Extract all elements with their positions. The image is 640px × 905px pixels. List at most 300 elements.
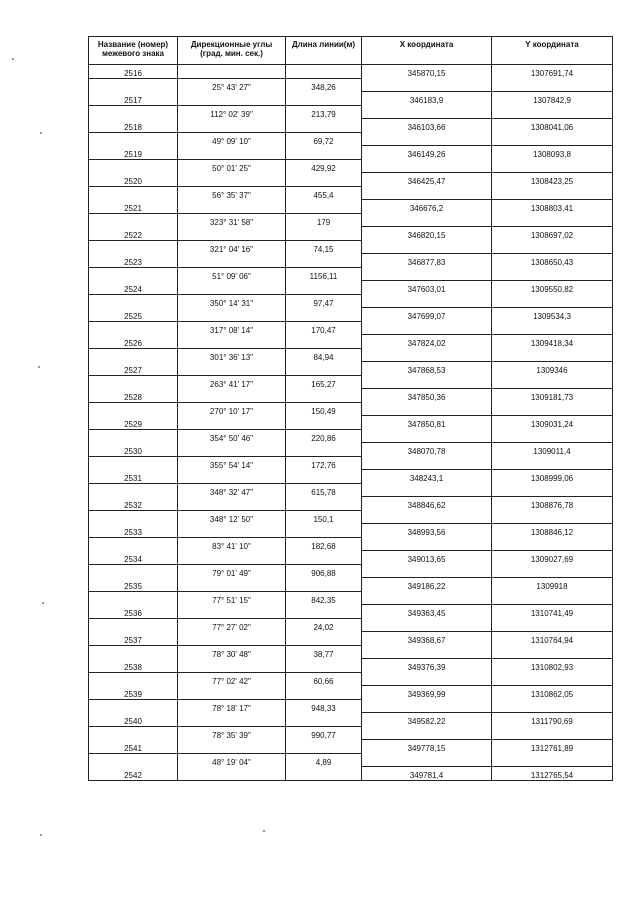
scan-speck: [38, 366, 40, 368]
empty-cell: [362, 672, 492, 686]
table-row: [89, 308, 613, 322]
empty-cell: [89, 483, 178, 497]
direction-angle-cell: 112° 02' 39": [178, 105, 286, 119]
mark-name-cell: 2525: [89, 308, 178, 322]
mark-name-cell: 2542: [89, 767, 178, 781]
empty-cell: [492, 375, 613, 389]
y-coordinate-cell: 1309550,82: [492, 281, 613, 295]
direction-angle-cell: 79° 01' 49": [178, 564, 286, 578]
empty-cell: [89, 294, 178, 308]
empty-cell: [286, 65, 362, 79]
empty-cell: [362, 159, 492, 173]
line-length-cell: 4,89: [286, 753, 362, 767]
x-coordinate-cell: 347699,07: [362, 308, 492, 322]
empty-cell: [286, 362, 362, 376]
mark-name-cell: 2527: [89, 362, 178, 376]
empty-cell: [362, 78, 492, 92]
x-coordinate-cell: 349781,4: [362, 767, 492, 781]
mark-name-cell: 2533: [89, 524, 178, 538]
direction-angle-cell: 348° 12' 50": [178, 510, 286, 524]
empty-cell: [178, 389, 286, 403]
line-length-cell: 24,02: [286, 618, 362, 632]
x-coordinate-cell: 347603,01: [362, 281, 492, 295]
empty-cell: [362, 402, 492, 416]
y-coordinate-cell: 1310741,49: [492, 605, 613, 619]
empty-cell: [89, 402, 178, 416]
empty-cell: [178, 551, 286, 565]
table-row: [89, 524, 613, 538]
table-row: [89, 497, 613, 511]
table-row: [89, 456, 613, 470]
y-coordinate-cell: 1308423,25: [492, 173, 613, 187]
line-length-cell: 182,68: [286, 537, 362, 551]
table-row: [89, 618, 613, 632]
empty-cell: [492, 267, 613, 281]
empty-cell: [286, 497, 362, 511]
mark-name-cell: 2531: [89, 470, 178, 484]
empty-cell: [492, 105, 613, 119]
x-coordinate-cell: 346103,66: [362, 119, 492, 133]
mark-name-cell: 2539: [89, 686, 178, 700]
empty-cell: [362, 726, 492, 740]
mark-name-cell: 2541: [89, 740, 178, 754]
direction-angle-cell: 78° 18' 17": [178, 699, 286, 713]
line-length-cell: 150,49: [286, 402, 362, 416]
direction-angle-cell: 354° 50' 46": [178, 429, 286, 443]
x-coordinate-cell: 349582,22: [362, 713, 492, 727]
y-coordinate-cell: 1308697,02: [492, 227, 613, 241]
line-length-cell: 69,72: [286, 132, 362, 146]
table-row: [89, 416, 613, 430]
empty-cell: [89, 375, 178, 389]
empty-cell: [89, 699, 178, 713]
table-row: [89, 173, 613, 187]
table-row: [89, 146, 613, 160]
direction-angle-cell: 355° 54' 14": [178, 456, 286, 470]
empty-cell: [286, 92, 362, 106]
table-row: [89, 254, 613, 268]
x-coordinate-cell: 347850,81: [362, 416, 492, 430]
line-length-cell: 38,77: [286, 645, 362, 659]
empty-cell: [362, 267, 492, 281]
empty-cell: [89, 591, 178, 605]
table-row: [89, 713, 613, 727]
empty-cell: [286, 551, 362, 565]
direction-angle-cell: 48° 19' 04": [178, 753, 286, 767]
empty-cell: [178, 254, 286, 268]
y-coordinate-cell: 1308650,43: [492, 254, 613, 268]
table-row: [89, 267, 613, 281]
mark-name-cell: 2523: [89, 254, 178, 268]
empty-cell: [286, 308, 362, 322]
y-coordinate-cell: 1309918: [492, 578, 613, 592]
table-row: [89, 659, 613, 673]
mark-name-cell: 2540: [89, 713, 178, 727]
x-coordinate-cell: 349186,22: [362, 578, 492, 592]
table-row: [89, 632, 613, 646]
table-row: [89, 335, 613, 349]
line-length-cell: 220,86: [286, 429, 362, 443]
y-coordinate-cell: 1309027,69: [492, 551, 613, 565]
empty-cell: [178, 119, 286, 133]
empty-cell: [286, 713, 362, 727]
empty-cell: [492, 753, 613, 767]
empty-cell: [492, 699, 613, 713]
empty-cell: [89, 159, 178, 173]
mark-name-cell: 2519: [89, 146, 178, 160]
table-body: [89, 65, 613, 781]
table-row: [89, 389, 613, 403]
mark-name-cell: 2524: [89, 281, 178, 295]
empty-cell: [178, 740, 286, 754]
y-coordinate-cell: 1308999,06: [492, 470, 613, 484]
x-coordinate-cell: 346183,9: [362, 92, 492, 106]
table-row: [89, 240, 613, 254]
table-row: [89, 551, 613, 565]
empty-cell: [89, 321, 178, 335]
empty-cell: [178, 308, 286, 322]
empty-cell: [362, 753, 492, 767]
line-length-cell: 179: [286, 213, 362, 227]
line-length-cell: 84,94: [286, 348, 362, 362]
line-length-cell: 165,27: [286, 375, 362, 389]
line-length-cell: 1156,11: [286, 267, 362, 281]
empty-cell: [89, 726, 178, 740]
y-coordinate-cell: 1307842,9: [492, 92, 613, 106]
empty-cell: [89, 753, 178, 767]
empty-cell: [362, 483, 492, 497]
empty-cell: [178, 659, 286, 673]
empty-cell: [178, 416, 286, 430]
line-length-cell: 213,79: [286, 105, 362, 119]
mark-name-cell: 2537: [89, 632, 178, 646]
table-row: [89, 78, 613, 92]
mark-name-cell: 2530: [89, 443, 178, 457]
line-length-cell: 97,47: [286, 294, 362, 308]
mark-name-cell: 2529: [89, 416, 178, 430]
empty-cell: [362, 564, 492, 578]
empty-cell: [286, 119, 362, 133]
mark-name-cell: 2518: [89, 119, 178, 133]
empty-cell: [492, 213, 613, 227]
table-row: [89, 132, 613, 146]
y-coordinate-cell: 1309011,4: [492, 443, 613, 457]
empty-cell: [492, 483, 613, 497]
x-coordinate-cell: 346425,47: [362, 173, 492, 187]
empty-cell: [178, 578, 286, 592]
empty-cell: [362, 294, 492, 308]
x-coordinate-cell: 349369,99: [362, 686, 492, 700]
x-coordinate-cell: 347868,53: [362, 362, 492, 376]
direction-angle-cell: 77° 02' 42": [178, 672, 286, 686]
table-row: [89, 92, 613, 106]
mark-name-cell: 2520: [89, 173, 178, 187]
empty-cell: [492, 564, 613, 578]
empty-cell: [178, 173, 286, 187]
x-coordinate-cell: 346877,83: [362, 254, 492, 268]
line-length-cell: 948,33: [286, 699, 362, 713]
table-row: [89, 740, 613, 754]
empty-cell: [89, 564, 178, 578]
table-row: [89, 321, 613, 335]
header-x-coordinate: X координата: [362, 37, 492, 65]
table-row: [89, 483, 613, 497]
boundary-marks-table: [88, 36, 613, 781]
direction-angle-cell: 321° 04' 16": [178, 240, 286, 254]
x-coordinate-cell: 348993,56: [362, 524, 492, 538]
empty-cell: [492, 402, 613, 416]
table-row: [89, 578, 613, 592]
direction-angle-cell: 317° 08' 14": [178, 321, 286, 335]
empty-cell: [286, 335, 362, 349]
direction-angle-cell: 78° 35' 39": [178, 726, 286, 740]
empty-cell: [89, 672, 178, 686]
line-length-cell: 842,35: [286, 591, 362, 605]
empty-cell: [178, 470, 286, 484]
x-coordinate-cell: 349368,67: [362, 632, 492, 646]
scan-speck: [40, 834, 42, 836]
empty-cell: [178, 497, 286, 511]
empty-cell: [286, 173, 362, 187]
y-coordinate-cell: 1312765,54: [492, 767, 613, 781]
empty-cell: [362, 537, 492, 551]
empty-cell: [286, 686, 362, 700]
header-mark-name: Название (номер) межевого знака: [89, 37, 178, 65]
empty-cell: [492, 159, 613, 173]
table-row: [89, 281, 613, 295]
empty-cell: [286, 578, 362, 592]
x-coordinate-cell: 349376,39: [362, 659, 492, 673]
mark-name-cell: 2534: [89, 551, 178, 565]
empty-cell: [492, 645, 613, 659]
direction-angle-cell: 77° 27' 02": [178, 618, 286, 632]
y-coordinate-cell: 1309346: [492, 362, 613, 376]
empty-cell: [362, 618, 492, 632]
line-length-cell: 429,92: [286, 159, 362, 173]
y-coordinate-cell: 1310802,93: [492, 659, 613, 673]
y-coordinate-cell: 1308041,06: [492, 119, 613, 133]
empty-cell: [89, 429, 178, 443]
empty-cell: [492, 240, 613, 254]
y-coordinate-cell: 1308803,41: [492, 200, 613, 214]
empty-cell: [362, 375, 492, 389]
empty-cell: [286, 605, 362, 619]
x-coordinate-cell: 349363,45: [362, 605, 492, 619]
table-row: [89, 443, 613, 457]
table-row: [89, 605, 613, 619]
table-row: [89, 564, 613, 578]
mark-name-cell: 2517: [89, 92, 178, 106]
empty-cell: [492, 510, 613, 524]
scan-speck: [40, 132, 42, 134]
table-row: [89, 767, 613, 781]
empty-cell: [178, 146, 286, 160]
empty-cell: [362, 429, 492, 443]
table-row: [89, 753, 613, 767]
empty-cell: [492, 348, 613, 362]
empty-cell: [362, 186, 492, 200]
table-row: [89, 119, 613, 133]
y-coordinate-cell: 1308876,78: [492, 497, 613, 511]
empty-cell: [178, 335, 286, 349]
table-row: [89, 645, 613, 659]
mark-name-cell: 2516: [89, 65, 178, 79]
empty-cell: [178, 227, 286, 241]
direction-angle-cell: 83° 41' 10": [178, 537, 286, 551]
empty-cell: [362, 510, 492, 524]
table-row: [89, 186, 613, 200]
empty-cell: [362, 105, 492, 119]
y-coordinate-cell: 1307691,74: [492, 65, 613, 79]
empty-cell: [286, 659, 362, 673]
line-length-cell: 60,66: [286, 672, 362, 686]
empty-cell: [286, 740, 362, 754]
header-direction-angle: Дирекционные углы (град. мин. сек.): [178, 37, 286, 65]
x-coordinate-cell: 348243,1: [362, 470, 492, 484]
empty-cell: [178, 362, 286, 376]
empty-cell: [492, 618, 613, 632]
empty-cell: [492, 672, 613, 686]
x-coordinate-cell: 346676,2: [362, 200, 492, 214]
empty-cell: [286, 524, 362, 538]
line-length-cell: 906,88: [286, 564, 362, 578]
y-coordinate-cell: 1309534,3: [492, 308, 613, 322]
x-coordinate-cell: 349778,15: [362, 740, 492, 754]
empty-cell: [178, 200, 286, 214]
empty-cell: [286, 767, 362, 781]
empty-cell: [362, 645, 492, 659]
table-row: [89, 510, 613, 524]
table-row: [89, 726, 613, 740]
mark-name-cell: 2526: [89, 335, 178, 349]
table-row: [89, 375, 613, 389]
x-coordinate-cell: 347824,02: [362, 335, 492, 349]
empty-cell: [492, 294, 613, 308]
x-coordinate-cell: 347850,36: [362, 389, 492, 403]
empty-cell: [286, 254, 362, 268]
header-y-coordinate: Y координата: [492, 37, 613, 65]
y-coordinate-cell: 1312761,89: [492, 740, 613, 754]
table-row: [89, 200, 613, 214]
mark-name-cell: 2521: [89, 200, 178, 214]
line-length-cell: 150,1: [286, 510, 362, 524]
table-header-row: [89, 37, 613, 65]
direction-angle-cell: 77° 51' 15": [178, 591, 286, 605]
table-row: [89, 159, 613, 173]
table-row: [89, 65, 613, 79]
empty-cell: [178, 632, 286, 646]
mark-name-cell: 2522: [89, 227, 178, 241]
table-row: [89, 227, 613, 241]
empty-cell: [89, 240, 178, 254]
empty-cell: [362, 591, 492, 605]
direction-angle-cell: 51° 09' 06": [178, 267, 286, 281]
table-row: [89, 672, 613, 686]
empty-cell: [89, 618, 178, 632]
empty-cell: [286, 281, 362, 295]
mark-name-cell: 2536: [89, 605, 178, 619]
line-length-cell: 615,78: [286, 483, 362, 497]
y-coordinate-cell: 1308846,12: [492, 524, 613, 538]
direction-angle-cell: 348° 32' 47": [178, 483, 286, 497]
empty-cell: [89, 267, 178, 281]
empty-cell: [286, 200, 362, 214]
empty-cell: [286, 443, 362, 457]
table-row: [89, 699, 613, 713]
line-length-cell: 172,76: [286, 456, 362, 470]
x-coordinate-cell: 346149,26: [362, 146, 492, 160]
table-row: [89, 537, 613, 551]
empty-cell: [178, 713, 286, 727]
empty-cell: [492, 429, 613, 443]
empty-cell: [286, 416, 362, 430]
empty-cell: [362, 699, 492, 713]
y-coordinate-cell: 1309181,73: [492, 389, 613, 403]
line-length-cell: 348,26: [286, 78, 362, 92]
x-coordinate-cell: 348846,62: [362, 497, 492, 511]
empty-cell: [89, 213, 178, 227]
y-coordinate-cell: 1310764,94: [492, 632, 613, 646]
direction-angle-cell: 270° 10' 17": [178, 402, 286, 416]
table-row: [89, 470, 613, 484]
empty-cell: [178, 281, 286, 295]
table-row: [89, 591, 613, 605]
empty-cell: [89, 132, 178, 146]
direction-angle-cell: 263° 41' 17": [178, 375, 286, 389]
empty-cell: [178, 443, 286, 457]
empty-cell: [178, 524, 286, 538]
table-row: [89, 429, 613, 443]
line-length-cell: 455,4: [286, 186, 362, 200]
line-length-cell: 170,47: [286, 321, 362, 335]
empty-cell: [89, 105, 178, 119]
empty-cell: [492, 132, 613, 146]
empty-cell: [178, 92, 286, 106]
empty-cell: [89, 537, 178, 551]
table-row: [89, 686, 613, 700]
direction-angle-cell: 50° 01' 25": [178, 159, 286, 173]
empty-cell: [178, 686, 286, 700]
empty-cell: [286, 389, 362, 403]
mark-name-cell: 2535: [89, 578, 178, 592]
direction-angle-cell: 323° 31' 58": [178, 213, 286, 227]
y-coordinate-cell: 1311790,69: [492, 713, 613, 727]
empty-cell: [89, 348, 178, 362]
empty-cell: [89, 510, 178, 524]
empty-cell: [362, 348, 492, 362]
empty-cell: [362, 213, 492, 227]
empty-cell: [178, 65, 286, 79]
direction-angle-cell: 25° 43' 27": [178, 78, 286, 92]
direction-angle-cell: 301° 36' 13": [178, 348, 286, 362]
header-line-length: Длина линии(м): [286, 37, 362, 65]
empty-cell: [286, 470, 362, 484]
empty-cell: [178, 605, 286, 619]
line-length-cell: 990,77: [286, 726, 362, 740]
mark-name-cell: 2528: [89, 389, 178, 403]
empty-cell: [89, 78, 178, 92]
empty-cell: [362, 132, 492, 146]
table-row: [89, 294, 613, 308]
table-row: [89, 362, 613, 376]
empty-cell: [492, 186, 613, 200]
x-coordinate-cell: 348070,78: [362, 443, 492, 457]
empty-cell: [89, 186, 178, 200]
mark-name-cell: 2538: [89, 659, 178, 673]
direction-angle-cell: 350° 14' 31": [178, 294, 286, 308]
empty-cell: [89, 645, 178, 659]
scan-speck: [263, 830, 265, 832]
